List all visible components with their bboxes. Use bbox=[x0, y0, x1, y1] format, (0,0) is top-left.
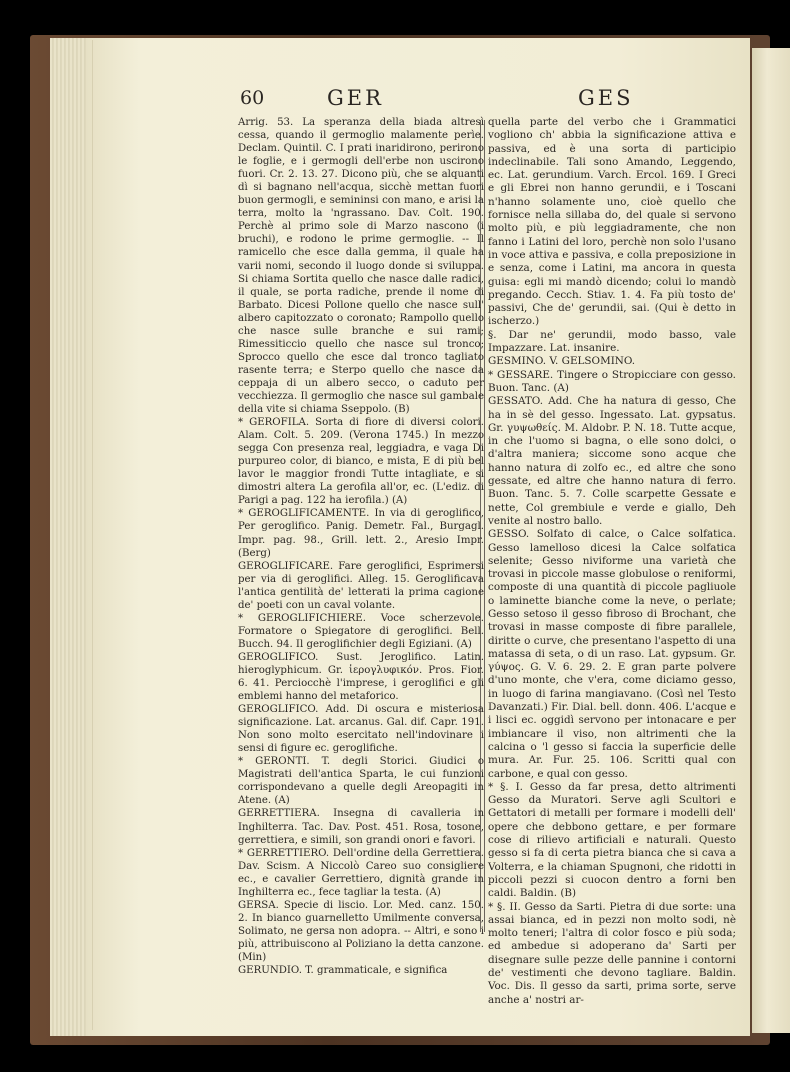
page-stack-edge bbox=[50, 38, 90, 1036]
entry-paragraph: §. Dar ne' gerundii, modo basso, vale Impazzare. Lat. insanire. bbox=[488, 328, 736, 355]
entry-paragraph: quella parte del verbo che i Grammatici vogliono ch' abbia la significazione attiva e passiva, ed è una sorta di participio indeclinabile. Tali sono Amando, Leggendo, ec. Lat. gerundium. Varch. Ercol. 169. I Greci e gli Ebrei non hanno gerundii, e i Toscani n'hanno solamente uno, cioè quello che fornisce nella sillaba do, del quale si servono molto più, e più leggiadramente, che non fanno i Latini del loro, perchè non solo l'usano in voce attiva e passiva, e colla preposizione in e senza, come i Latini, ma ancora in questa guisa: egli mi mandò dicendo; colui lo mandò pregando. Cecch. Stiav. 1. 4. Fa più tosto de' passivi, Che de' gerundii, sai. (Qui è detto in ischerzo.) bbox=[488, 116, 736, 328]
page-number: 60 bbox=[240, 87, 265, 109]
left-column bbox=[238, 116, 484, 977]
entry-paragraph: GERUNDIO. T. grammaticale, e significa bbox=[238, 965, 448, 977]
entry-paragraph: * GEROGLIFICAMENTE. In via di geroglifico, Per geroglifico. Panig. Demetr. Fal., Burgagl. Impr. pag. 98., Grill. lett. 2., Aresio Impr. (Berg) bbox=[238, 508, 484, 559]
entry-paragraph: * GESSARE. Tingere o Stropicciare con gesso. Buon. Tanc. (A) bbox=[488, 368, 736, 394]
entry-paragraph: * GERRETTIERO. Dell'ordine della Gerrettiera. Dav. Scism. A Niccolò Careo suo consigliere ec., e cavalier Gerrettiero, dignità grande in Inghilterra ec., fece tagliar la testa. (A) bbox=[238, 847, 484, 898]
entry-paragraph: GERSA. Specie di liscio. Lor. Med. canz. 150. 2. In bianco guarnelletto Umilmente conversa, Solimato, ne gersa non adopra. -- Altri, e sono i più, attribuiscono al Poliziano la detta canzone. (Min) bbox=[238, 899, 484, 963]
entry-paragraph: GESSATO. Add. Che ha natura di gesso, Che ha in sè del gesso. Ingessato. Lat. gypsatus. Gr. γυψωθείς. M. Aldobr. P. N. 18. Tutte acque, in che l'uomo si bagna, o elle sono dolci, o d'altra maniera; siccome sono acque che hanno natura di zolfo ec., ed altre che sono gessate, ed altre che hanno natura di ferro. Buon. Tanc. 5. 7. Colle scarpette Gessate e nette, Col grembiule e verde e giallo, Deh venite al nostro ballo. bbox=[488, 395, 736, 527]
entry-paragraph: GEROGLIFICO. Sust. Jeroglifico. Latin. hieroglyphicum. Gr. ἱερογλυφικόν. Pros. Fior. 6. 41. Perciocchè l'imprese, i geroglifici e gli emblemi hanno del metaforico. bbox=[238, 651, 484, 703]
left-running-header: GER bbox=[327, 86, 384, 110]
entry-paragraph: * GEROGLIFICHIERE. Voce scherzevole. Formatore o Spiegatore di geroglifici. Bell. Bucch. 94. Il geroglifichier degli Egiziani. (A) bbox=[238, 612, 484, 650]
entry-paragraph: GESSO. Solfato di calce, o Calce solfatica. Gesso lamelloso dicesi la Calce solfatica selenite; Gesso niviforme una varietà che trovasi in piccole masse globulose o reniformi, composte di una quantità di piccole pagliuole o laminette bianche come la neve, o perlate; Gesso setoso il gesso fibroso di Brochant, che trovasi in masse composte di fibre parallele, diritte o curve, che presentano l'aspetto di una matassa di seta, o di un raso. Lat. gypsum. Gr. γύψος. G. V. 6. 29. 2. E gran parte polvere d'uno monte, che v'era, come diciamo gesso, in luogo di farina mangiavano. (Così nel Testo Davanzati.) Fir. Dial. bell. donn. 406. L'acque e i lisci ec. oggidì servono per intonacare e per imbiancare il viso, non altrimenti che la calcina o 'l gesso si faccia la superficie delle mura. Ar. Fur. 25. 106. Scritti qual con carbone, e qual con gesso. bbox=[488, 528, 736, 780]
right-column bbox=[488, 116, 736, 1007]
page-fold-line bbox=[92, 40, 93, 1030]
entry-paragraph: * §. II. Gesso da Sarti. Pietra di due sorte: una assai bianca, ed in pezzi non molto sodi, nè molto teneri; l'altra di color fosco e più soda; ed ambedue si adoperano da' Sarti per disegnare sulle pezze delle pannine i contorni de' vestimenti che devono tagliare. Baldin. Voc. Dis. Il gesso da sarti, prima sorte, serve anche a' nostri ar- bbox=[488, 900, 736, 1006]
entry-paragraph: Arrig. 53. La speranza della biada altresì cessa, quando il germoglio malamente perìe. Declam. Quintil. C. I prati inaridirono, perirono le foglie, e i germogli dell'erbe non uscirono fuori. Cr. 2. 13. 27. Dicono più, che se alquanti dì si bagnano nell'acqua, sicchè mettan fuori buon germogli, e semininsi con mano, e arisi la terra, molto la 'ngrassano. Dav. Colt. 190. Perchè al primo sole di Marzo nascono (i bruchi), e rodono le prime germoglie. -- Il ramicello che esce dalla gemma, il quale ha varii nomi, secondo il luogo donde si sviluppa. Si chiama Sortita quello che nasce dalle radici, il quale, se porta radiche, prende il nome di Barbato. Dicesi Pollone quello che nasce sull' albero capitozzato o coronato; Rampollo quello che nasce sulle branche e sui rami; Rimessiticcio quello che nasce sul tronco; Sprocco quello che esce dal tronco tagliato rasente terra; e Sterpo quello che nasce da ceppaja di un albero secco, o caduto per vecchiezza. Il germoglio che nasce sul gambale della vite si chiama Sseppolo. (B) bbox=[238, 117, 484, 416]
entry-paragraph: * GERONTI. T. degli Storici. Giudici o Magistrati dell'antica Sparta, le cui funzioni corrispondevano a quelle degli Areopagiti in Atene. (A) bbox=[238, 756, 484, 807]
facing-page-edge bbox=[752, 48, 790, 1033]
right-running-header: GES bbox=[578, 86, 634, 110]
entry-paragraph: GERRETTIERA. Insegna di cavalleria in Inghilterra. Tac. Dav. Post. 451. Rosa, tosone, gerrettiera, e simili, son grandi onori e favori. bbox=[238, 808, 484, 846]
entry-paragraph: * GEROFILA. Sorta di fiore di diversi colori. Alam. Colt. 5. 209. (Verona 1745.) In mezzo segga Con presenza real, leggiadra, e vaga Di purpureo color, di bianco, e mista, E di più bel lavor le maggior frondi Tutte intagliate, e si dimostri altera La gerofila all'or, ec. (L'ediz. di Parigi a pag. 122 ha ierofila.) (A) bbox=[238, 417, 484, 507]
entry-paragraph: GEROGLIFICO. Add. Di oscura e misteriosa significazione. Lat. arcanus. Gal. dif. Capr. 191. Non sono molto esercitato nell'indovinare i sensi di figure ec. geroglifiche. bbox=[238, 704, 484, 755]
entry-paragraph: * §. I. Gesso da far presa, detto altrimenti Gesso da Muratori. Serve agli Scultori e Gettatori di metalli per formare i modelli dell' opere che debbono gettare, e per formare cose di rilievo artificiali e naturali. Questo gesso si fa di certa pietra bianca che si cava a Volterra, e la chiaman Spugnoni, che ridotti in piccoli pezzi si cuocon dentro a forni ben caldi. Baldin. (B) bbox=[488, 780, 736, 900]
entry-paragraph: GEROGLIFICARE. Fare geroglifici, Esprimersi per via di geroglifici. Alleg. 15. Geroglificava l'antica gentilità de' letterati la prima cagione de' poeti con un caval volante. bbox=[238, 560, 484, 611]
entry-paragraph: GESMINO. V. GELSOMINO. bbox=[488, 355, 636, 368]
column-divider-inner bbox=[484, 120, 485, 932]
